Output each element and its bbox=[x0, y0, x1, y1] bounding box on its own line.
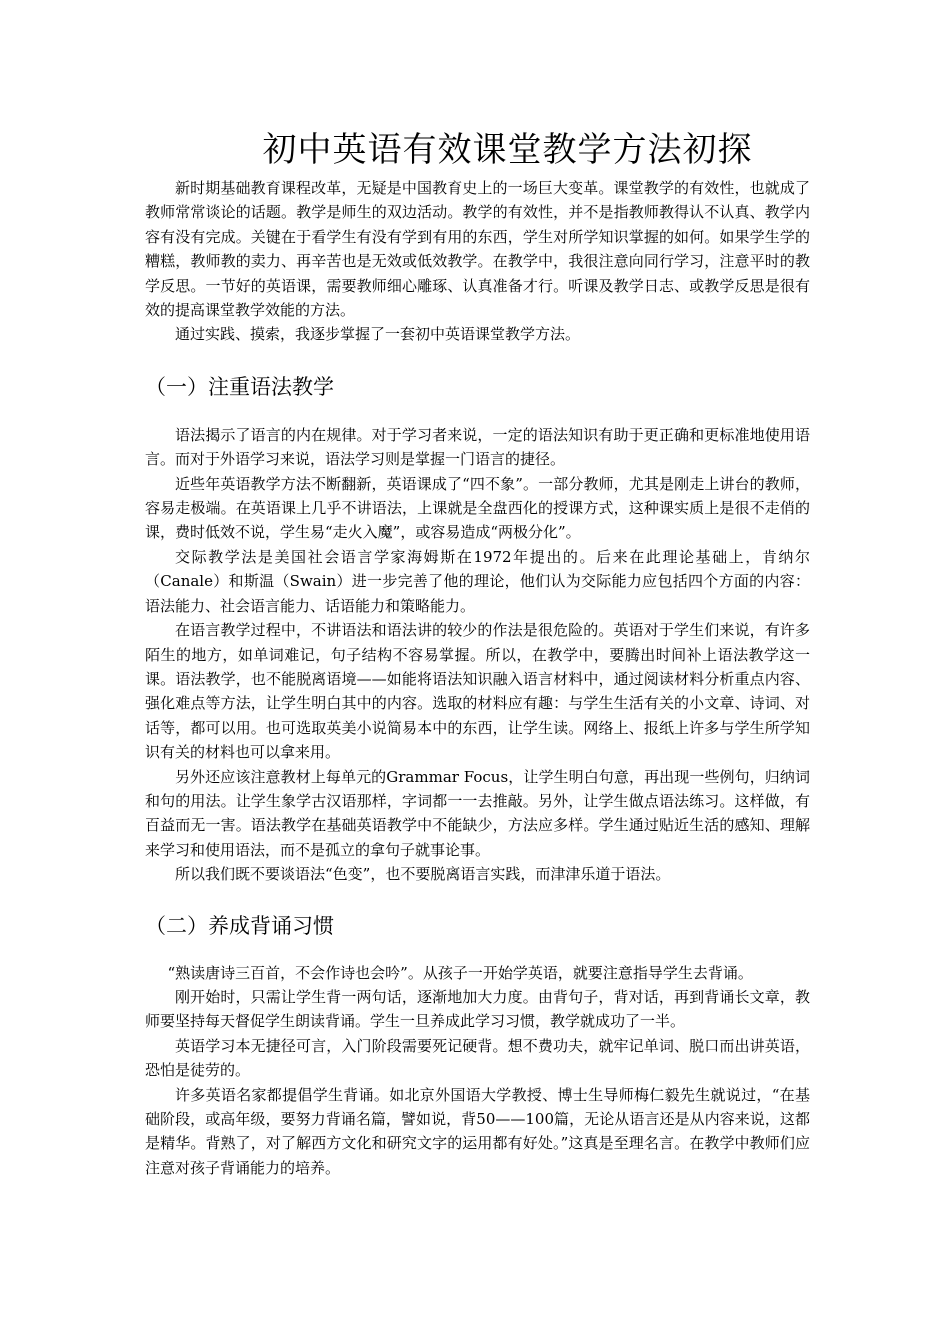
section-heading-grammar: （一）注重语法教学 bbox=[145, 374, 334, 399]
section-paragraph: 所以我们既不要谈语法“色变”，也不要脱离语言实践，而津津乐道于语法。 bbox=[175, 865, 671, 884]
section-paragraph: 交际教学法是美国社会语言学家海姆斯在1972年提出的。后来在此理论基础上，肯纳尔（Canale）和斯温（Swain）进一步完善了他的理论，他们认为交际能力应包括四个方面的内容：语法能力、社会语言能力、话语能力和策略能力。 bbox=[145, 547, 810, 615]
section-heading-recitation: （二）养成背诵习惯 bbox=[145, 913, 334, 938]
section-paragraph: 许多英语名家都提倡学生背诵。如北京外国语大学教授、博士生导师梅仁毅先生就说过，“在基础阶段，或高年级，要努力背诵名篇，譬如说，背50——100篇，无论从语言还是从内容来说，这都是精华。背熟了，对了解西方文化和研究文字的运用都有好处。”这真是至理名言。在教学中教师们应注意对孩子背诵能力的培养。 bbox=[145, 1085, 810, 1177]
section-paragraph: 另外还应该注意教材上每单元的Grammar Focus，让学生明白句意，再出现一些例句，归纳词和句的用法。让学生象学古汉语那样，字词都一一去推敲。另外，让学生做点语法练习。这样做，有百益而无一害。语法教学在基础英语教学中不能缺少，方法应多样。学生通过贴近生活的感知、理解来学习和使用语法，而不是孤立的拿句子就事论事。 bbox=[145, 767, 810, 859]
section-paragraph: “熟读唐诗三百首，不会作诗也会吟”。从孩子一开始学英语，就要注意指导学生去背诵。 bbox=[167, 963, 753, 982]
document-body bbox=[145, 126, 810, 1180]
intro-paragraph: 新时期基础教育课程改革，无疑是中国教育史上的一场巨大变革。课堂教学的有效性，也就成了教师常常谈论的话题。教学是师生的双边活动。教学的有效性，并不是指教师教得认不认真、教学内容有没有完成。关键在于看学生有没有学到有用的东西，学生对所学知识掌握的如何。如果学生学的糟糕，教师教的卖力、再辛苦也是无效或低效教学。在教学中，我很注意向同行学习，注意平时的教学反思。一节好的英语课，需要教师细心雕琢、认真准备才行。听课及教学日志、或教学反思是很有效的提高课堂教学效能的方法。 bbox=[145, 179, 810, 320]
intro-paragraph: 通过实践、摸索，我逐步掌握了一套初中英语课堂教学方法。 bbox=[175, 325, 581, 344]
section-paragraph: 近些年英语教学方法不断翻新，英语课成了“四不象”。一部分教师，尤其是刚走上讲台的教师，容易走极端。在英语课上几乎不讲语法，上课就是全盘西化的授课方式，这种课实质上是很不走俏的课，费时低效不说，学生易“走火入魔”，或容易造成“两极分化”。 bbox=[145, 474, 810, 542]
section-paragraph: 英语学习本无捷径可言，入门阶段需要死记硬背。想不费功夫，就牢记单词、脱口而出讲英语，恐怕是徒劳的。 bbox=[145, 1036, 810, 1080]
section-paragraph: 在语言教学过程中，不讲语法和语法讲的较少的作法是很危险的。英语对于学生们来说，有许多陌生的地方，如单词难记，句子结构不容易掌握。所以，在教学中，要腾出时间补上语法教学这一课。语法教学，也不能脱离语境——如能将语法知识融入语言材料中，通过阅读材料分析重点内容、强化难点等方法，让学生明白其中的内容。选取的材料应有趣：与学生生活有关的小文章、诗词、对话等，都可以用。也可选取英美小说简易本中的东西，让学生读。网络上、报纸上许多与学生所学知识有关的材料也可以拿来用。 bbox=[145, 621, 810, 762]
section-paragraph: 刚开始时，只需让学生背一两句话，逐渐地加大力度。由背句子，背对话，再到背诵长文章，教师要坚持每天督促学生朗读背诵。学生一旦养成此学习习惯，教学就成功了一半。 bbox=[145, 987, 810, 1031]
section-paragraph: 语法揭示了语言的内在规律。对于学习者来说，一定的语法知识有助于更正确和更标准地使用语言。而对于外语学习来说，语法学习则是掌握一门语言的捷径。 bbox=[145, 425, 810, 469]
document-title: 初中英语有效课堂教学方法初探 bbox=[262, 130, 753, 170]
